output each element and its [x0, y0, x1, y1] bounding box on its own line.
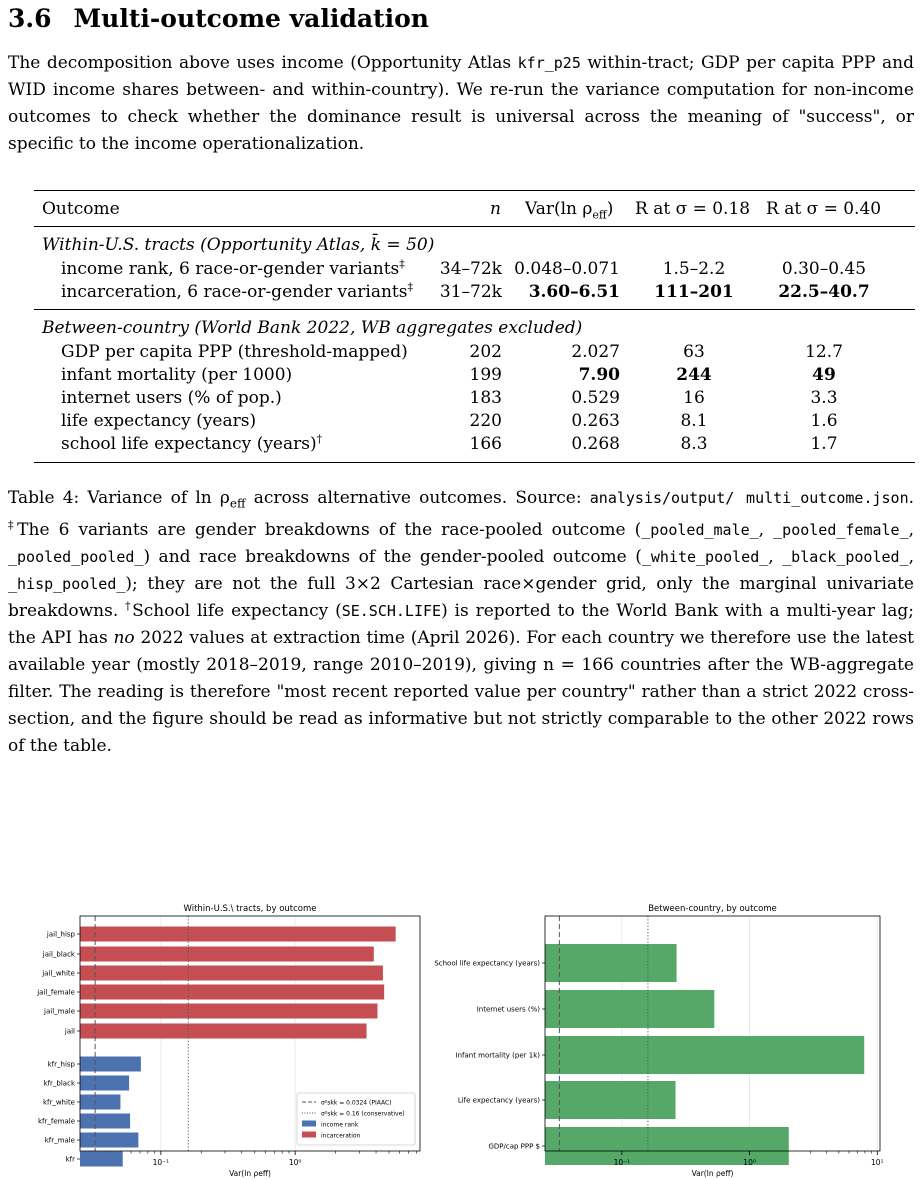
bar	[80, 1133, 138, 1148]
row-outcome: internet users (% of pop.)	[61, 388, 282, 408]
y-tick-label: jail_white	[42, 969, 75, 978]
bar	[545, 990, 714, 1028]
row-outcome: life expectancy (years)	[61, 411, 257, 431]
intro-paragraph	[8, 50, 914, 158]
header-var-sub: eff	[592, 208, 607, 222]
section-heading	[8, 4, 429, 33]
group-title: Between-country (World Bank 2022, WB aggregates excluded)	[42, 318, 583, 338]
y-tick-label: jail_female	[37, 988, 75, 997]
row-outcome	[61, 281, 413, 303]
legend-swatch	[302, 1132, 316, 1138]
caption-text: ,	[768, 547, 783, 568]
x-tick-label: 10⁰	[743, 1158, 756, 1167]
table-bottom-rule	[34, 462, 915, 463]
x-axis-label: Var(ln ρeff)	[691, 1169, 734, 1178]
chart-panel-2	[434, 904, 883, 1178]
section-number: 3.6	[8, 4, 52, 33]
paragraph-text: The decomposition above uses income (Opportunity Atlas	[8, 53, 518, 73]
caption-sub: eff	[229, 496, 246, 511]
legend-label: σ²skk = 0.0324 (PIAAC)	[321, 1099, 392, 1107]
footnote-mark: †	[316, 432, 323, 446]
row-r2: 1.7	[810, 434, 838, 454]
row-r1: 16	[683, 388, 705, 408]
bar	[80, 985, 384, 1000]
header-r1: R at σ = 0.18	[635, 199, 751, 219]
caption-text: ) and race breakdowns of the gender-pooled outcome (	[143, 547, 642, 568]
bar	[80, 966, 383, 981]
caption-text: 2022 values at extraction time (April 2026). For each country we therefore use the latest available year (mostly 2018–2019, range 2010–2019), giving n = 166 countries after the WB-aggregate filter. The reading is therefore "most recent reported value per country" rather than a strict 2022 cross-section, and the figure should be read as informative but not strictly comparable to the other 2022 rows of the table.	[8, 628, 914, 757]
bar	[545, 944, 677, 982]
bar	[80, 927, 396, 942]
legend-label: σ²skk = 0.16 (conservative)	[321, 1110, 405, 1118]
x-tick-label: 10⁻¹	[613, 1158, 631, 1167]
caption-code: _hisp_pooled_	[8, 575, 126, 594]
caption-text: across alternative outcomes. Source:	[245, 488, 590, 508]
row-n: 183	[469, 388, 502, 408]
bar	[80, 1057, 141, 1072]
row-outcome	[61, 433, 322, 455]
row-r1: 8.1	[680, 411, 708, 431]
row-r2: 49	[812, 365, 836, 385]
row-r1: 1.5–2.2	[662, 259, 726, 279]
x-axis-label: Var(ln ρeff)	[229, 1169, 271, 1178]
caption-code: _pooled_female_	[773, 521, 909, 540]
bar	[545, 1081, 676, 1119]
row-r1: 244	[676, 365, 712, 385]
header-var: Var(ln $\rho_{eff}$)	[525, 199, 614, 222]
table-group-rule	[34, 309, 915, 310]
header-n: n	[490, 199, 501, 219]
row-r1: 8.3	[680, 434, 708, 454]
y-tick-label: jail	[64, 1027, 75, 1036]
bar	[80, 1024, 367, 1039]
bar	[80, 1076, 129, 1091]
bar	[80, 1114, 130, 1129]
paragraph-text: within-tract; GDP per capita PPP and WID income shares between- and within-country). We re-run the variance computation for non-income outcomes to check whether the dominance result is universal across the meaning of "success", or specific to the income operationalization.	[8, 53, 914, 154]
row-var: 7.90	[578, 365, 620, 385]
caption-text: ); they are not the full 3×2 Cartesian race×gender grid, only the marginal univariate breakdowns.	[8, 574, 914, 622]
row-n: 166	[469, 434, 502, 454]
row-r2: 22.5–40.7	[778, 282, 870, 302]
table-header-rule	[34, 226, 915, 227]
bar	[545, 1036, 864, 1074]
row-n: 202	[469, 342, 502, 362]
row-outcome	[61, 258, 405, 280]
caption-code: _black_pooled_	[782, 548, 909, 567]
row-n: 199	[469, 365, 502, 385]
legend-label: incarceration	[321, 1132, 361, 1140]
y-tick-label: School life expectancy (years)	[434, 959, 540, 968]
row-r2: 1.6	[810, 411, 838, 431]
caption-code: _white_pooled_	[641, 548, 769, 567]
caption-text: ,	[758, 520, 774, 541]
caption-label: Table 4:	[8, 488, 80, 508]
caption-text: School life expectancy (	[132, 601, 342, 622]
row-n: 220	[469, 411, 502, 431]
caption-code: _pooled_pooled_	[8, 548, 144, 567]
row-var: 0.263	[571, 411, 620, 431]
y-tick-label: GDP/cap PPP $	[488, 1142, 540, 1151]
legend-swatch	[302, 1121, 316, 1127]
figure	[0, 890, 921, 1180]
legend-label: income rank	[321, 1121, 359, 1129]
x-tick-label: 10⁰	[288, 1158, 302, 1167]
caption-code: analysis/output/ multi_outcome.json	[589, 489, 909, 507]
row-r1: 111–201	[654, 282, 734, 302]
caption-code: _pooled_male_	[641, 521, 759, 540]
y-tick-label: kfr_female	[37, 1117, 75, 1126]
row-n: 31–72k	[439, 282, 502, 302]
row-outcome-text: school life expectancy (years)	[61, 434, 317, 454]
table-top-rule	[34, 190, 915, 191]
x-tick-label: 10¹	[871, 1158, 884, 1167]
caption-text: .	[908, 488, 915, 508]
row-r2: 12.7	[805, 342, 843, 362]
row-r2: 0.30–0.45	[781, 259, 867, 279]
row-var: 0.048–0.071	[514, 259, 620, 279]
y-tick-label: kfr_black	[43, 1079, 75, 1088]
bar	[80, 1095, 120, 1110]
chart-title: Between-country, by outcome	[648, 904, 777, 914]
table-caption	[8, 485, 914, 760]
y-tick-label: Internet users (%)	[476, 1005, 540, 1014]
row-outcome: infant mortality (per 1000)	[61, 365, 293, 385]
bar	[80, 947, 374, 962]
section-title: Multi-outcome validation	[73, 4, 429, 33]
y-tick-label: jail_male	[44, 1007, 75, 1016]
row-outcome-text: incarceration, 6 race-or-gender variants	[61, 282, 408, 302]
chart-title: Within-U.S.\ tracts, by outcome	[183, 904, 317, 914]
y-tick-label: Infant mortality (per 1k)	[455, 1051, 540, 1060]
caption-text: Variance of ln ρ	[79, 488, 230, 508]
legend	[297, 1093, 415, 1145]
caption-text: ,	[908, 520, 915, 541]
bar	[80, 1152, 123, 1167]
caption-italic: no	[113, 628, 135, 649]
y-tick-label: Life expectancy (years)	[457, 1096, 540, 1105]
footnote-mark: †	[125, 599, 133, 613]
paragraph-code: kfr_p25	[517, 54, 581, 72]
y-tick-label: kfr_male	[44, 1136, 75, 1145]
row-var: 0.529	[571, 388, 620, 408]
row-var: 3.60–6.51	[528, 282, 620, 302]
y-tick-label: jail_black	[42, 950, 75, 959]
caption-text: The 6 variants are gender breakdowns of the race-pooled outcome (	[17, 520, 642, 541]
header-var-text: Var(ln ρ	[525, 199, 593, 219]
row-var: 0.268	[571, 434, 620, 454]
row-outcome: GDP per capita PPP (threshold-mapped)	[61, 342, 408, 362]
caption-text: ) is reported to the World Bank with a multi-year lag; the API has	[8, 601, 915, 649]
group-title: Within-U.S. tracts (Opportunity Atlas, k̄ = 50)	[42, 235, 435, 255]
bar	[80, 1004, 377, 1019]
footnote-mark: ‡	[8, 518, 18, 532]
footnote-mark: ‡	[399, 257, 405, 271]
row-n: 34–72k	[439, 259, 502, 279]
header-r2: R at σ = 0.40	[766, 199, 882, 219]
x-tick-label: 10⁻¹	[152, 1158, 170, 1167]
row-outcome-text: income rank, 6 race-or-gender variants	[61, 259, 400, 279]
chart-panel-1	[36, 904, 420, 1178]
y-tick-label: kfr	[65, 1155, 75, 1164]
row-r1: 63	[683, 342, 705, 362]
y-tick-label: kfr_hisp	[47, 1060, 75, 1069]
y-tick-label: kfr_white	[42, 1098, 75, 1107]
caption-code: SE.SCH.LIFE	[341, 602, 442, 621]
y-tick-label: jail_hisp	[46, 930, 75, 939]
row-r2: 3.3	[810, 388, 838, 408]
footnote-mark: ‡	[407, 280, 413, 294]
row-var: 2.027	[571, 342, 620, 362]
header-outcome: Outcome	[42, 199, 120, 219]
caption-text: ,	[908, 547, 914, 568]
